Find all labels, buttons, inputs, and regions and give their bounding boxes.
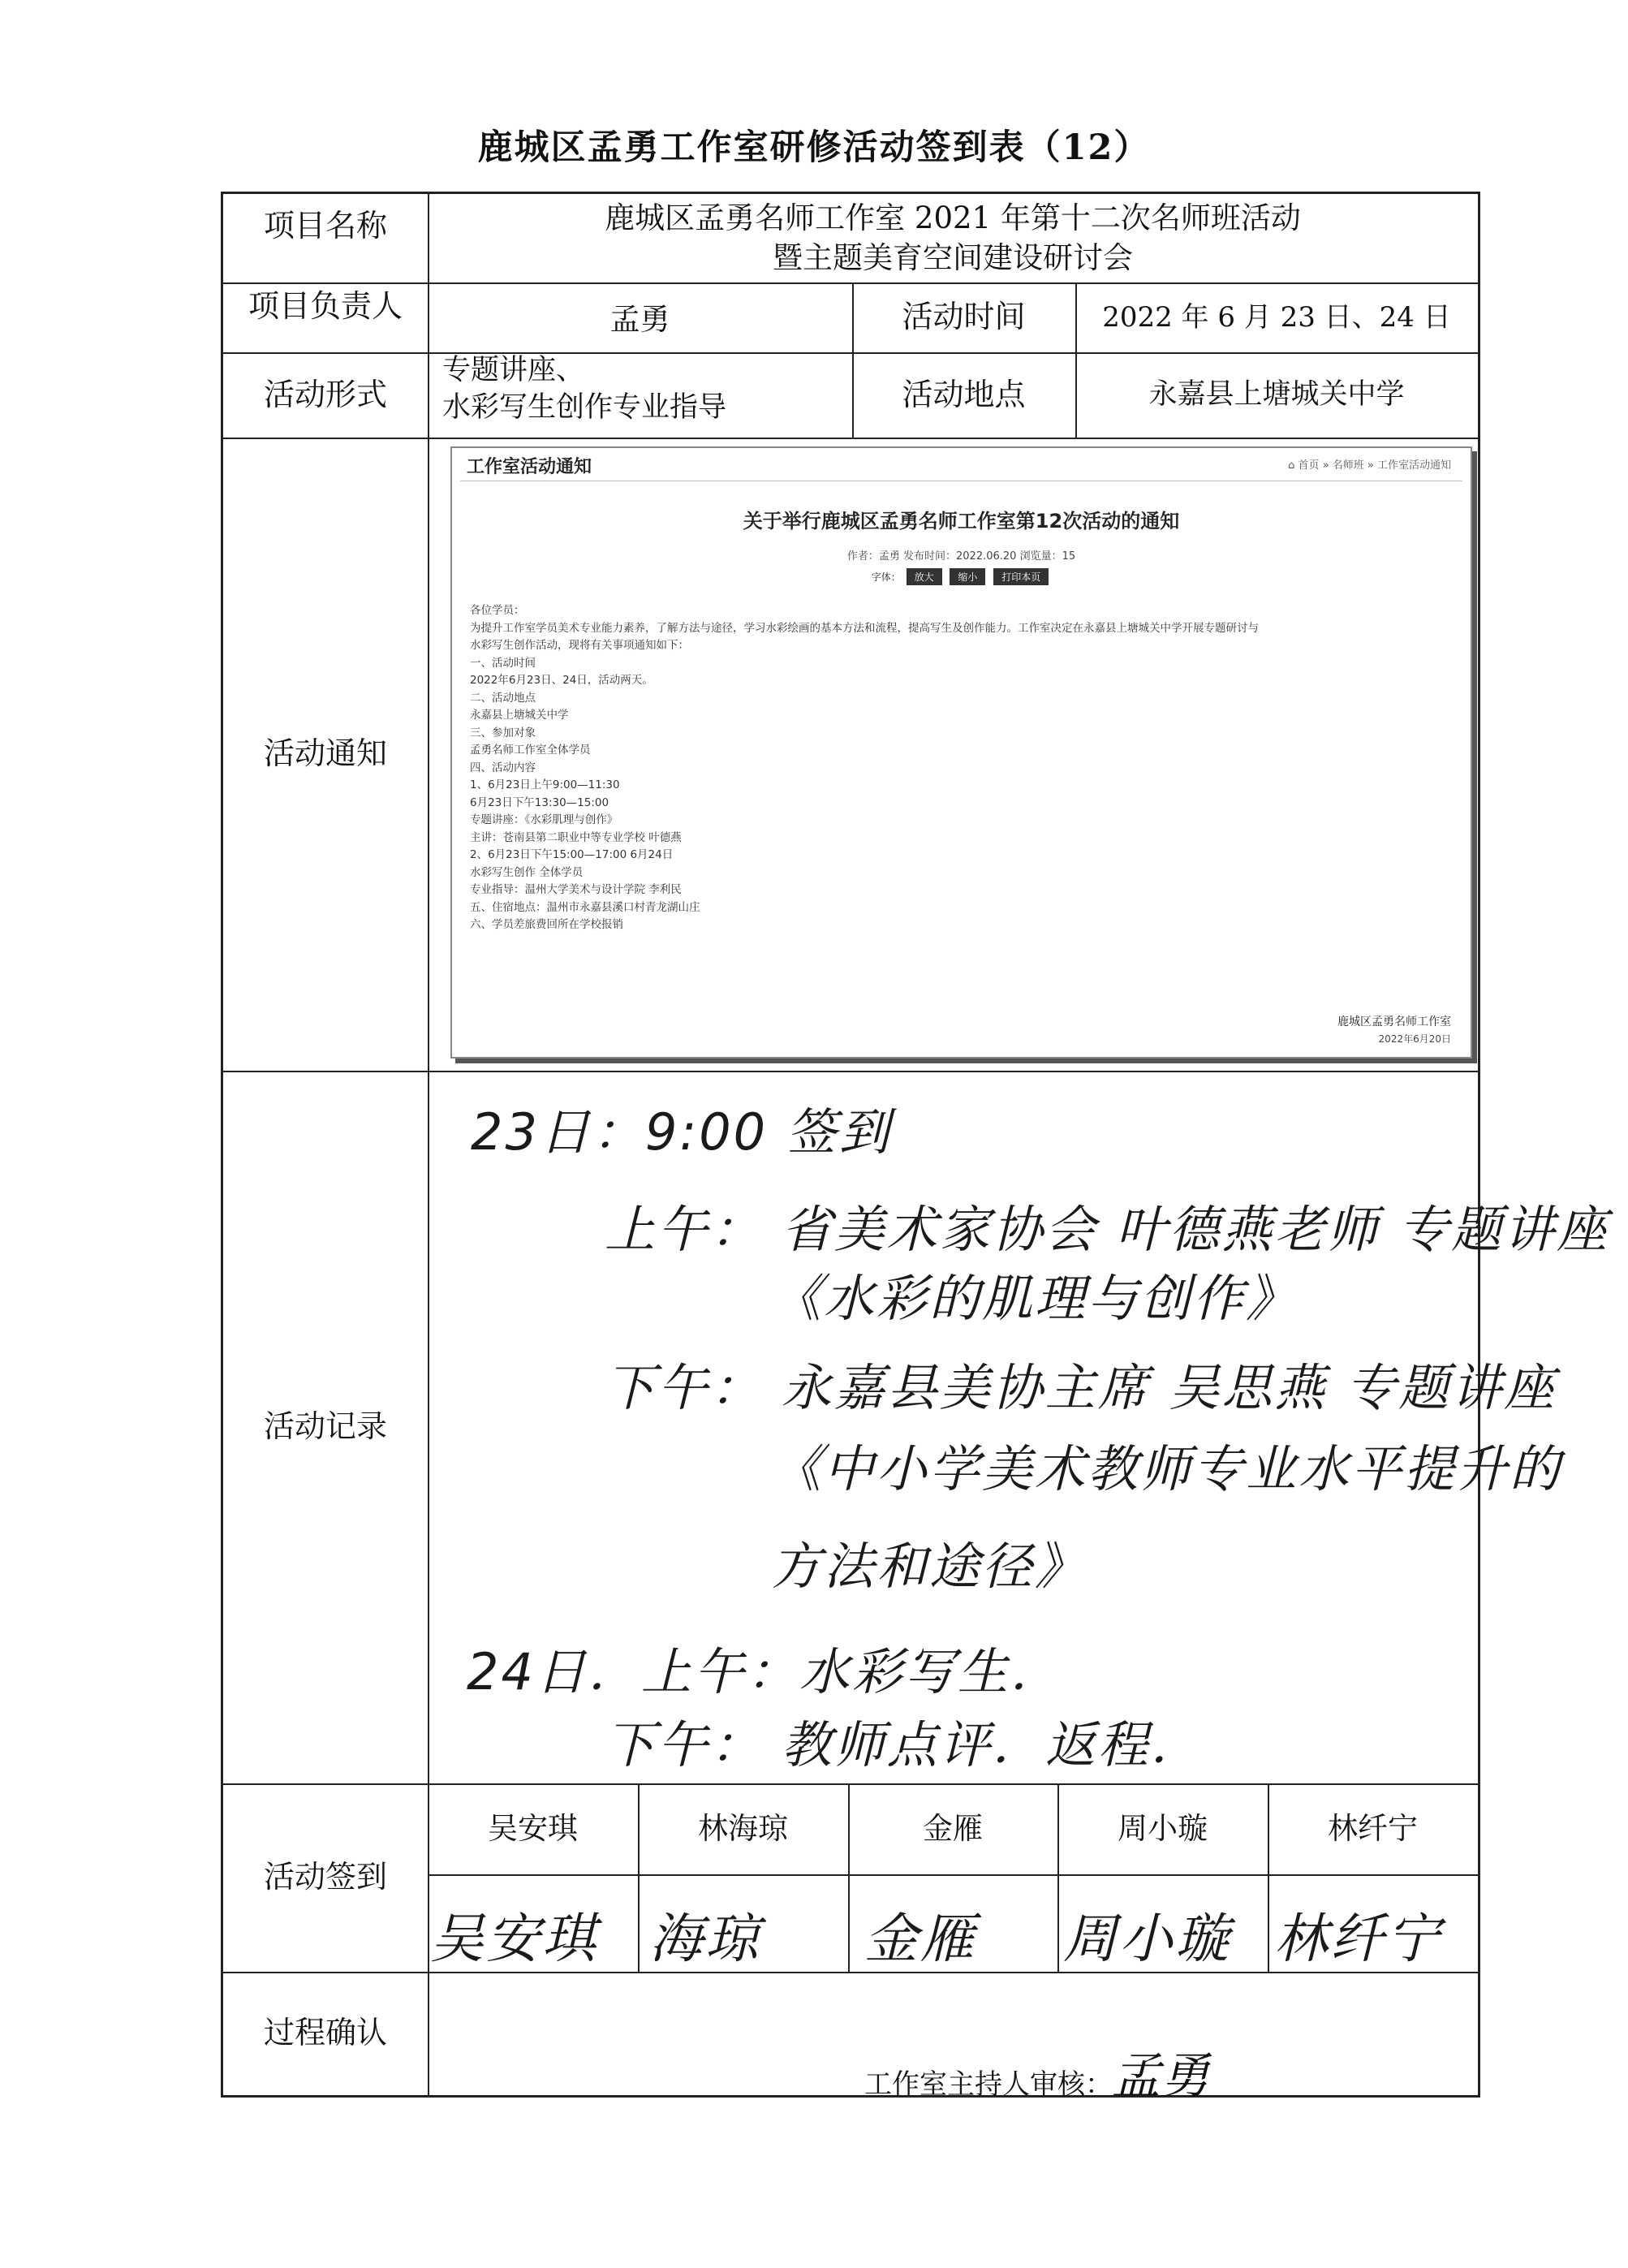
notice-line: 1、6月23日上午9:00—11:30 [470,778,620,791]
notice-header: 工作室活动通知 [467,457,592,477]
print-button[interactable]: 打印本页 [993,568,1049,585]
time-value: 2022 年 6 月 23 日、24 日 [1102,300,1451,334]
record-line-5: 《中小学美术教师专业水平提升的 [771,1439,1563,1498]
notice-line: 2、6月23日下午15:00—17:00 6月24日 [470,848,674,861]
notice-line: 专业指导：温州大学美术与设计学院 李利民 [470,883,682,896]
notice-label: 活动通知 [263,735,387,772]
form-line-2: 水彩写生创作专业指导 [442,390,727,424]
notice-line: 五、住宿地点：温州市永嘉县溪口村青龙湖山庄 [470,900,700,914]
record-line-8: 下午： 教师点评．返程． [605,1715,1204,1774]
notice-line: 孟勇名师工作室全体学员 [470,744,591,757]
notice-line: 二、活动地点 [470,691,536,705]
record-line-7: 24日．上午：水彩写生． [467,1642,1063,1701]
project-name-line-2: 暨主题美育空间建设研讨会 [773,239,1133,275]
notice-body [470,602,1453,934]
record-line-2: 上午： 省美术家协会 叶德燕老师 专题讲座 [605,1200,1610,1259]
enlarge-button[interactable]: 放大 [907,568,942,585]
notice-breadcrumb: ⌂ 首页 » 名师班 » 工作室活动通知 [1288,459,1451,472]
notice-line: 为提升工作室学员美术专业能力素养，了解方法与途径，学习水彩绘画的基本方法和流程，提高写生及创作能力。工作室决定在永嘉县上塘城关中学开展专题研讨与 [470,621,1259,635]
notice-line: 水彩写生创作 全体学员 [470,865,584,879]
signin-label: 活动签到 [263,1859,387,1895]
notice-line: 三、参加对象 [470,726,536,739]
record-line-4: 下午： 永嘉县美协主席 吴思燕 专题讲座 [605,1358,1557,1417]
project-name-line-1: 鹿城区孟勇名师工作室 2021 年第十二次名师班活动 [605,200,1301,236]
signin-name-4: 周小璇 [1118,1810,1208,1846]
signature-5: 林纤宁 [1274,1908,1442,1970]
notice-sign-org: 鹿城区孟勇名师工作室 [1337,1015,1451,1028]
notice-line: 四、活动内容 [470,761,536,774]
notice-line: 一、活动时间 [470,656,536,670]
signin-name-5: 林纤宁 [1328,1810,1418,1846]
font-size-label: 字体： [871,571,901,583]
notice-meta: 作者：孟勇 发布时间：2022.06.20 浏览量：15 [846,550,1076,563]
notice-line: 永嘉县上塘城关中学 [470,709,569,722]
shrink-button[interactable]: 缩小 [950,568,985,585]
notice-line: 专题讲座：《水彩肌理与创作》 [470,813,618,826]
notice-line: 2022年6月23日、24日，活动两天。 [470,674,653,687]
notice-line: 6月23日下午13:30—15:00 [470,796,609,809]
notice-toolbar [452,568,1471,585]
notice-screenshot [450,446,1472,1059]
host-signature: 孟勇 [1112,2048,1209,2105]
time-label: 活动时间 [902,299,1026,335]
form-label: 活动形式 [263,376,387,412]
notice-line: 各位学员： [470,604,525,617]
page-title: 鹿城区孟勇工作室研修活动签到表（12） [477,127,1151,168]
form-value [428,352,852,438]
notice-line: 六、学员差旅费回所在学校报销 [470,918,623,931]
place-value: 永嘉县上塘城关中学 [1148,377,1405,411]
signature-2: 海琼 [649,1908,761,1970]
notice-title: 关于举行鹿城区孟勇名师工作室第12次活动的通知 [743,510,1180,533]
notice-line: 主讲：苍南县第二职业中等专业学校 叶德燕 [470,830,682,844]
record-line-6: 方法和途径》 [771,1537,1088,1596]
signin-name-1: 吴安琪 [488,1810,578,1846]
leader-label: 项目负责人 [248,288,403,325]
row-divider [428,1874,1478,1876]
host-review-label: 工作室主持人审核： [864,2068,1113,2101]
confirm-label: 过程确认 [263,2015,387,2051]
place-label: 活动地点 [902,376,1026,412]
signature-4: 周小璇 [1063,1908,1231,1970]
project-name-label: 项目名称 [263,208,387,244]
signin-name-3: 金雁 [923,1810,983,1846]
record-label: 活动记录 [263,1408,387,1445]
signature-1: 吴安琪 [430,1908,598,1970]
signin-name-2: 林海琼 [698,1810,788,1846]
notice-line: 水彩写生创作活动，现将有关事项通知如下： [470,639,689,652]
signature-3: 金雁 [864,1908,976,1970]
notice-sign-date: 2022年6月20日 [1378,1033,1451,1045]
leader-value: 孟勇 [609,301,670,337]
project-name-value [428,194,1478,282]
form-line-1: 专题讲座、 [442,354,585,386]
record-line-1: 23日：9:00 签到 [471,1102,892,1162]
record-line-3: 《水彩的肌理与创作》 [771,1269,1299,1328]
